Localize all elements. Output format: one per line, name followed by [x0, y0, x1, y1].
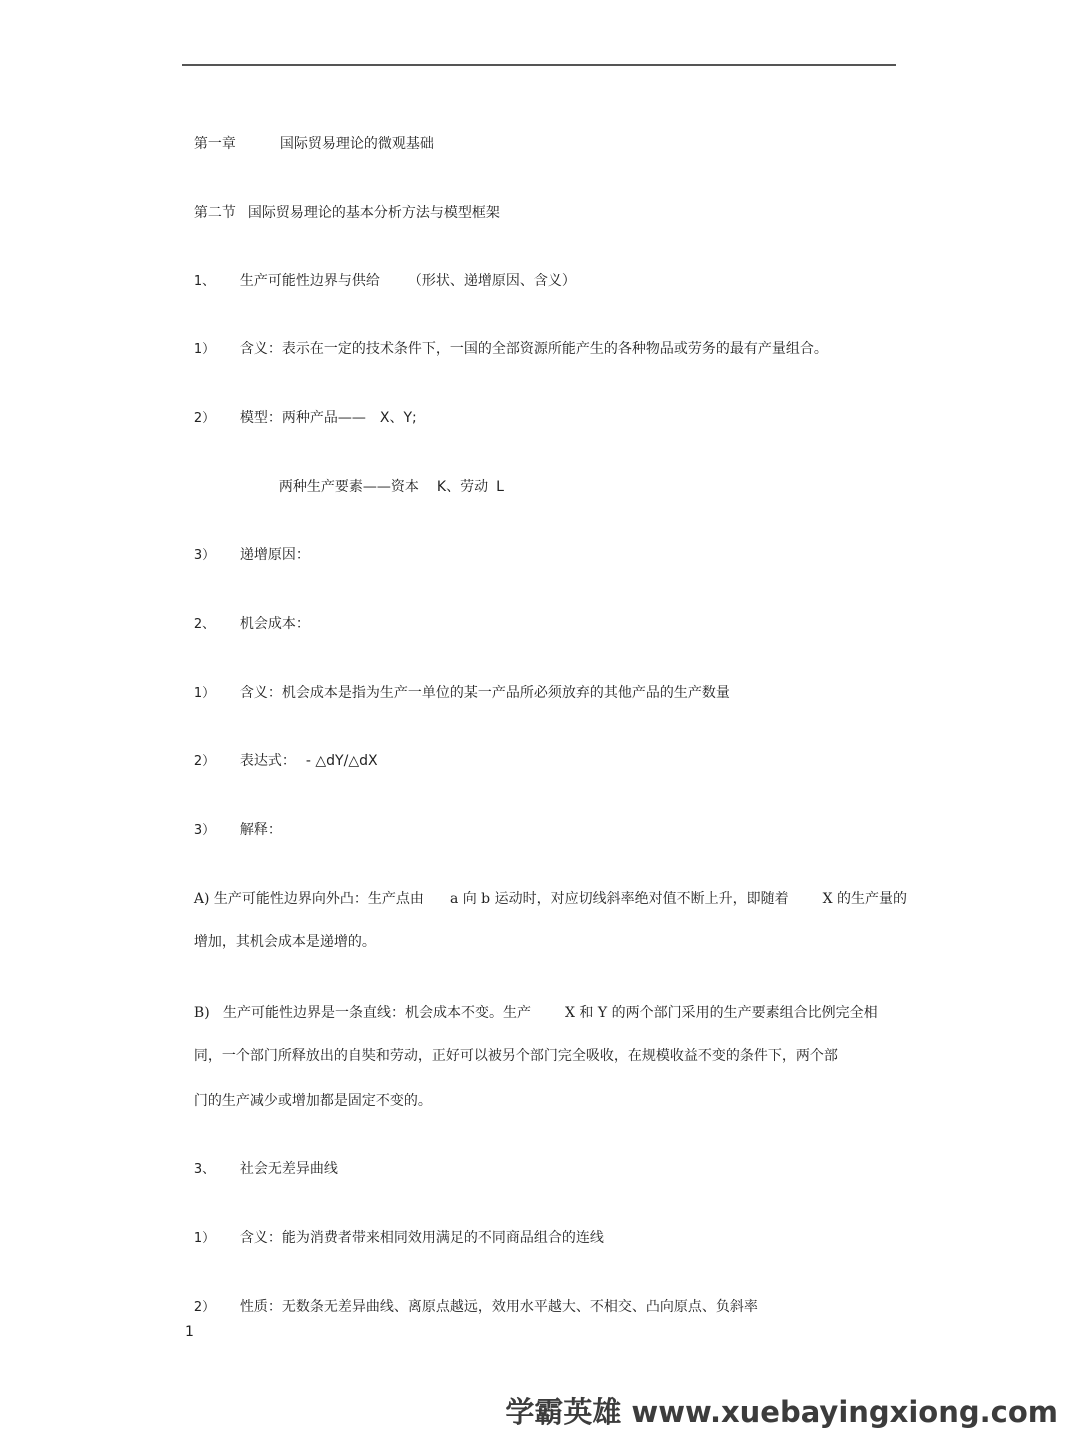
item-number: 2） [193, 411, 216, 426]
item-number: 1） [193, 1231, 216, 1246]
item-text: 性质：无数条无差异曲线、离原点越远，效用水平越大、不相交、凸向原点、负斜率 [239, 1299, 758, 1315]
item-text: 两种生产要素——资本 [278, 479, 419, 495]
paragraph-text: X 和 Y 的两个部门采用的生产要素组合比例完全相 [565, 1005, 878, 1021]
paragraph-b-line-1 [185, 983, 878, 1023]
item-1-2 [185, 388, 417, 429]
item-number: 2、 [193, 617, 216, 632]
watermark: 学霸英雄 www.xuebayingxiong.com [505, 1395, 1058, 1429]
item-1-2-continued [270, 457, 504, 497]
item-text: 含义：机会成本是指为生产一单位的某一产品所必须放弃的其他产品的生产数量 [239, 685, 730, 701]
paragraph-text: 门的生产减少或增加都是固定不变的。 [193, 1093, 432, 1109]
item-vars-a: K、劳动 [436, 479, 489, 495]
item-1 [185, 251, 576, 292]
item-number: 1） [193, 342, 216, 357]
header-rule [182, 64, 896, 66]
section-title: 国际贸易理论的基本分析方法与模型框架 [247, 205, 500, 221]
item-vars: X、Y; [379, 410, 417, 426]
item-text: 社会无差异曲线 [239, 1161, 338, 1177]
paragraph-text: A) 生产可能性边界向外凸：生产点由 [193, 891, 424, 907]
paragraph-b-line-3 [185, 1071, 432, 1111]
item-text: 解释： [239, 822, 282, 838]
section-number: 第二节 [193, 205, 236, 221]
item-text: 含义：能为消费者带来相同效用满足的不同商品组合的连线 [239, 1230, 604, 1246]
page-number: 1 [185, 1324, 194, 1340]
paragraph-b-line-2 [185, 1026, 838, 1066]
item-2 [185, 594, 310, 635]
item-number: 2） [193, 754, 216, 769]
item-note: （形状、递增原因、含义） [407, 273, 576, 289]
chapter-heading [185, 114, 434, 154]
item-3-2 [185, 1277, 758, 1318]
paragraph-text: X 的生产量的 [822, 891, 908, 907]
item-number: 3、 [193, 1162, 216, 1177]
item-2-1 [185, 663, 730, 704]
item-text: 递增原因： [239, 547, 310, 563]
chapter-title: 国际贸易理论的微观基础 [279, 136, 434, 152]
item-1-3 [185, 525, 310, 566]
paragraph-text: 增加，其机会成本是递增的。 [193, 934, 376, 950]
paragraph-a-line-1 [185, 869, 907, 909]
chapter-number: 第一章 [193, 136, 236, 152]
item-2-3 [185, 800, 282, 841]
item-number: 3） [193, 548, 216, 563]
section-heading [185, 183, 500, 223]
item-1-1 [185, 319, 828, 360]
paragraph-text: 同，一个部门所释放出的自奘和劳动，正好可以被另个部门完全吸收，在规模收益不变的条件下，两个部 [193, 1048, 838, 1064]
item-text: 生产可能性边界与供给 [239, 273, 380, 289]
item-3 [185, 1139, 338, 1180]
item-text: 机会成本： [239, 616, 310, 632]
paragraph-text: B) 生产可能性边界是一条直线：机会成本不变。生产 [193, 1005, 532, 1021]
formula: - △dY/△dX [305, 753, 378, 769]
item-number: 1、 [193, 274, 216, 289]
item-text: 表达式： [239, 753, 296, 769]
item-text: 模型：两种产品—— [239, 410, 366, 426]
item-number: 1） [193, 686, 216, 701]
paragraph-a-line-2 [185, 912, 376, 952]
item-number: 3） [193, 823, 216, 838]
item-2-2 [185, 731, 378, 772]
item-text: 含义：表示在一定的技术条件下，一国的全部资源所能产生的各种物品或劳务的最有产量组合。 [239, 341, 828, 357]
paragraph-text: a 向 b 运动时，对应切线斜率绝对值不断上升，即随着 [449, 891, 789, 907]
item-vars-b: L [496, 479, 504, 495]
item-number: 2） [193, 1300, 216, 1315]
item-3-1 [185, 1208, 604, 1249]
